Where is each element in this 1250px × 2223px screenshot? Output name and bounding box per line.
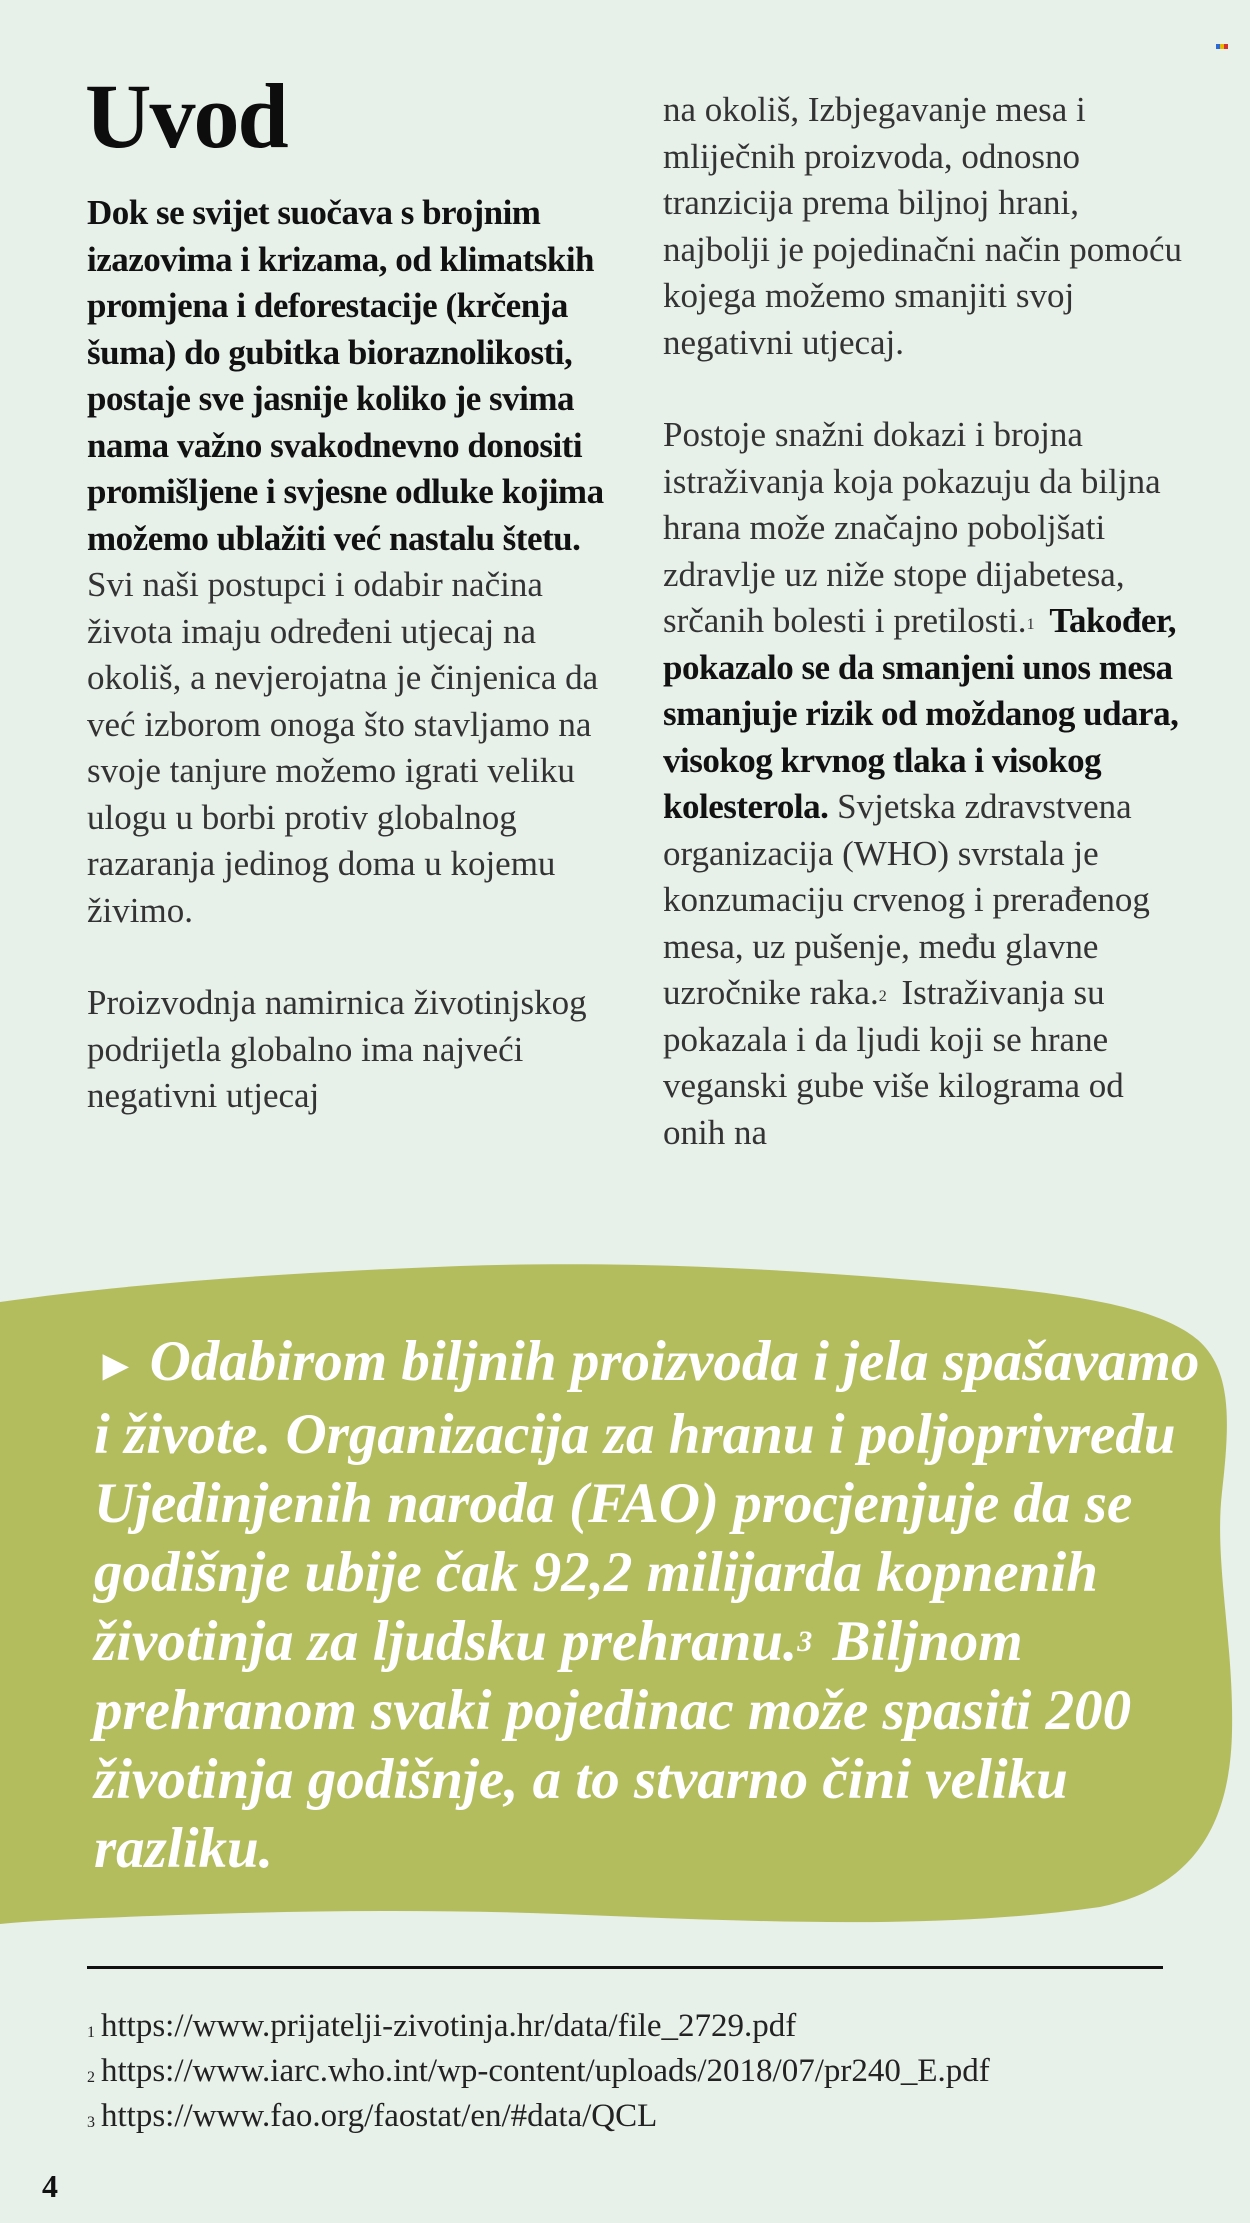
left-column [87,190,607,1120]
evidence-start-text: Postoje snažni dokazi i brojna istraživanja koja pokazuju da biljna hrana može značajno poboljšati zdravlje uz niže stope dijabetesa, srčanih bolesti i pretilosti. [663,415,1161,640]
footnote-number: 3 [87,2114,95,2131]
footnote-divider [87,1966,1163,1969]
footnote-link[interactable]: https://www.iarc.who.int/wp-content/uploads/2018/07/pr240_E.pdf [101,2053,990,2089]
footnote-ref-3: 3 [797,1625,813,1658]
intro-bold-text: Dok se svijet suočava s brojnim izazovima i krizama, od klimatskih promjena i deforestacije (krčenja šuma) do gubitka bioraznolikosti, postaje sve jasnije koliko je svima nama važno svakodnevno donositi promišljene i svjesne odluke kojima možemo ublažiti već nastalu štetu. [87,193,604,558]
corner-color-mark [1216,44,1228,50]
footnote-item [87,2049,990,2094]
footnote-link[interactable]: https://www.fao.org/faostat/en/#data/QCL [101,2098,658,2134]
footnotes [87,2004,990,2139]
evidence-bold-text: Također, pokazalo se da smanjeni unos mesa smanjuje rizik od moždanog udara, visokog krvnog tlaka i visokog kolesterola. [663,601,1179,826]
footnote-number: 2 [87,2069,95,2086]
footnote-ref-2: 2 [878,988,887,1005]
footnote-number: 1 [87,2024,95,2041]
footnote-item [87,2094,990,2139]
evidence-paragraph [663,412,1183,1156]
quote-text-part-a: Odabirom biljnih proizvoda i jela spašavamo i živote. Organizacija za hranu i poljoprivredu Ujedinjenih naroda (FAO) procjenjuje da se godišnje ubije čak 92,2 milijarda kopnenih životinja za ljudsku prehranu. [94,1330,1200,1673]
quote-arrow-icon: ► [94,1341,138,1390]
intro-paragraph [87,190,607,934]
footnote-link[interactable]: https://www.prijatelji-zivotinja.hr/data/file_2729.pdf [101,2008,797,2044]
production-paragraph: Proizvodnja namirnica životinjskog podrijetla globalno ima najveći negativni utjecaj [87,983,587,1115]
quote-text [94,1327,1204,1883]
footnote-item [87,2004,990,2049]
page-title: Uvod [85,65,287,167]
right-column [663,87,1183,1156]
page-number: 4 [42,2168,58,2204]
continuation-paragraph: na okoliš, Izbjegavanje mesa i mliječnih proizvoda, odnosno tranzicija prema biljnoj hrani, najbolji je pojedinačni način pomoću kojega možemo smanjiti svoj negativni utjecaj. [663,90,1183,362]
evidence-mid-text: Svjetska zdravstvena organizacija (WHO) svrstala je konzumaciju crvenog i prerađenog mesa, uz pušenje, među glavne uzročnike raka. [663,787,1150,1012]
quote-text-part-b: Biljnom prehranom svaki pojedinac može spasiti 200 životinja godišnje, a to stvarno čini veliku razliku. [94,1610,1132,1880]
intro-regular-text: Svi naši postupci i odabir načina života imaju određeni utjecaj na okoliš, a nevjerojatna je činjenica da već izborom onoga što stavljamo na svoje tanjure možemo igrati veliku ulogu u borbi protiv globalnog razaranja jedinog doma u kojemu živimo. [87,565,599,930]
evidence-end-text: Istraživanja su pokazala i da ljudi koji se hrane veganski gube više kilograma od onih na [663,973,1124,1152]
footnote-ref-1: 1 [1026,616,1035,633]
